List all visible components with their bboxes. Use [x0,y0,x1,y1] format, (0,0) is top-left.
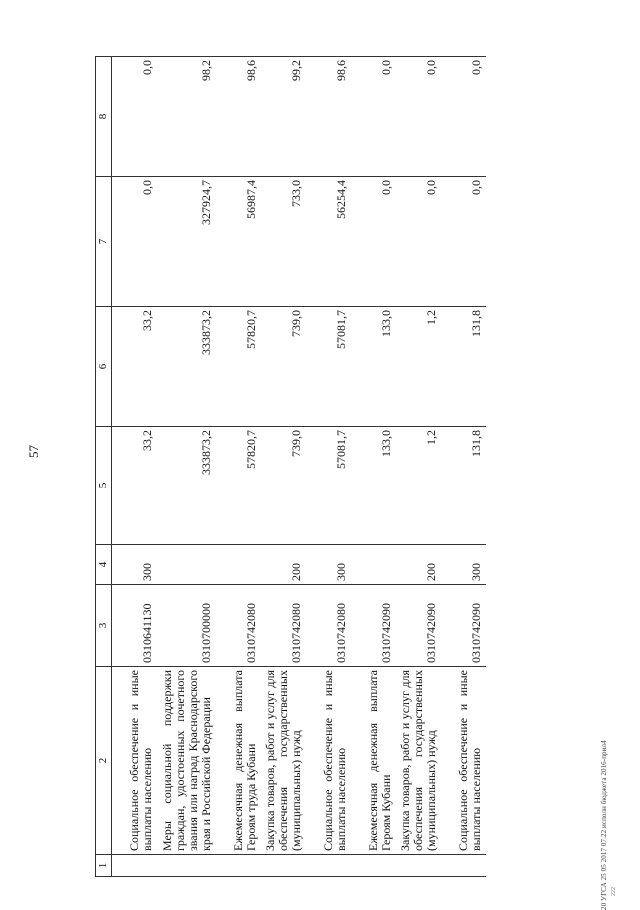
table-row [261,57,306,877]
row-number-cell [112,855,158,877]
header-cell: 1 [96,855,112,877]
target-code-cell: 0310742090 [396,585,441,667]
row-number-cell [351,855,396,877]
expense-type-cell [157,545,216,585]
percent-cell: 0,0 [112,57,158,177]
executed-cell: 0,0 [112,177,158,307]
footer-filename: 20 УГСА 25 05 2017 07.22 исполн бюджета 2016-прил4 [600,740,608,910]
target-code-cell: 0310742090 [441,585,486,667]
page-number: 57 [26,445,41,458]
header-cell: 4 [96,545,112,585]
executed-cell: 327924,7 [157,177,216,307]
percent-cell: 99,2 [261,57,306,177]
budget-cell: 1,2 [396,307,441,427]
target-code-cell: 0310742080 [216,585,261,667]
table-row [157,57,216,877]
table-row [216,57,261,877]
table-row [441,57,486,877]
description-cell: Закупка товаров, работ и услуг для обеспечения государственных (муниципальных) нужд [396,667,441,855]
header-row [96,57,112,877]
row-number-cell [216,855,261,877]
approved-cell: 131,8 [441,427,486,545]
budget-cell: 333873,2 [157,307,216,427]
description-cell: Ежемесячная денежная выплата Героям Кубани [351,667,396,855]
expense-type-cell: 200 [396,545,441,585]
approved-cell: 133,0 [351,427,396,545]
expense-type-cell: 300 [441,545,486,585]
budget-table-container [95,57,595,877]
approved-cell: 57820,7 [216,427,261,545]
percent-cell: 98,6 [216,57,261,177]
percent-cell: 0,0 [441,57,486,177]
header-cell: 5 [96,427,112,545]
expense-type-cell: 300 [112,545,158,585]
table-row [306,57,351,877]
approved-cell: 333873,2 [157,427,216,545]
table-row [112,57,158,877]
header-cell: 3 [96,585,112,667]
target-code-cell: 0310742080 [261,585,306,667]
target-code-cell: 0310742090 [351,585,396,667]
percent-cell: 98,2 [157,57,216,177]
row-number-cell [261,855,306,877]
target-code-cell: 0310641130 [112,585,158,667]
target-code-cell: 0310700000 [157,585,216,667]
budget-cell: 131,8 [441,307,486,427]
budget-cell: 57820,7 [216,307,261,427]
header-cell: 8 [96,57,112,177]
description-cell: Ежемесячная денежная выплата Героям труда Кубани [216,667,261,855]
header-cell: 7 [96,177,112,307]
row-number-cell [306,855,351,877]
approved-cell: 57081,7 [306,427,351,545]
executed-cell: 733,0 [261,177,306,307]
executed-cell: 56254,4 [306,177,351,307]
executed-cell: 0,0 [351,177,396,307]
header-cell: 6 [96,307,112,427]
budget-cell: 57081,7 [306,307,351,427]
expense-type-cell: 300 [306,545,351,585]
executed-cell: 56987,4 [216,177,261,307]
percent-cell: 0,0 [351,57,396,177]
budget-cell: 33,2 [112,307,158,427]
approved-cell: 33,2 [112,427,158,545]
description-cell: Социальное обеспечение и иные выплаты населению [306,667,351,855]
corner-mark: 222 [611,887,617,896]
row-number-cell [396,855,441,877]
table-row [351,57,396,877]
row-number-cell [441,855,486,877]
expense-type-cell: 200 [261,545,306,585]
executed-cell: 0,0 [441,177,486,307]
budget-table [95,56,486,877]
target-code-cell: 0310742080 [306,585,351,667]
table-row [396,57,441,877]
budget-cell: 133,0 [351,307,396,427]
executed-cell: 0,0 [396,177,441,307]
description-cell: Закупка товаров, работ и услуг для обеспечения государственных (муниципальных) нужд [261,667,306,855]
description-cell: Социальное обеспечение и иные выплаты населению [441,667,486,855]
approved-cell: 1,2 [396,427,441,545]
expense-type-cell [351,545,396,585]
percent-cell: 0,0 [396,57,441,177]
description-cell: Социальное обеспечение и иные выплаты населению [112,667,158,855]
header-cell: 2 [96,667,112,855]
budget-cell: 739,0 [261,307,306,427]
approved-cell: 739,0 [261,427,306,545]
row-number-cell [157,855,216,877]
expense-type-cell [216,545,261,585]
percent-cell: 98,6 [306,57,351,177]
description-cell: Меры социальной поддержки граждан, удостоенных почетного звания или наград Краснодарского края и Российской Федерации [157,667,216,855]
